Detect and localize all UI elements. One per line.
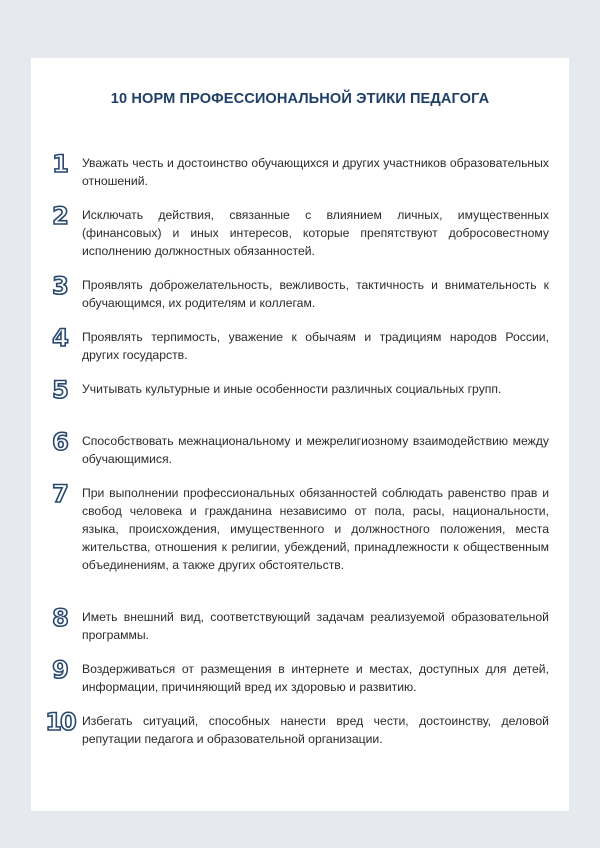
item-text: Иметь внешний вид, соответствующий задачам реализуемой образовательной программы.	[82, 610, 549, 642]
item-number: 4	[52, 324, 68, 352]
page-title: 10 НОРМ ПРОФЕССИОНАЛЬНОЙ ЭТИКИ ПЕДАГОГА	[110, 91, 490, 107]
item-number: 6	[52, 428, 68, 456]
item-number: 2	[52, 202, 68, 230]
item-number: 3	[52, 272, 68, 300]
item-number: 5	[52, 376, 68, 404]
item-text: Способствовать межнациональному и межрелигиозному взаимодействию между обучающимися.	[82, 434, 549, 466]
item-text: Уважать честь и достоинство обучающихся и других участников образовательных отношений.	[82, 156, 549, 188]
item-number: 8	[52, 604, 68, 632]
item-text: Исключать действия, связанные с влиянием личных, имущественных (финансовых) и иных интересов, которые препятствуют добросовестному исполнению должностных обязанностей.	[82, 208, 549, 258]
item-text: Избегать ситуаций, способных нанести вред чести, достоинству, деловой репутации педагога и образовательной организации.	[82, 714, 549, 746]
item-number: 10	[45, 708, 75, 736]
item-text: При выполнении профессиональных обязанностей соблюдать равенство прав и свобод человека и гражданина независимо от пола, расы, национальности, языка, происхождения, имущественного и должностного положения, места жительства, отношения к религии, убеждений, принадлежности к общественным объединениям, а также других обстоятельств.	[82, 486, 549, 572]
document-page	[31, 58, 569, 811]
item-text: Проявлять терпимость, уважение к обычаям и традициям народов России, других государств.	[82, 330, 549, 362]
item-number: 7	[52, 480, 68, 508]
item-text: Учитывать культурные и иные особенности различных социальных групп.	[82, 382, 502, 396]
item-text: Воздерживаться от размещения в интернете и местах, доступных для детей, информации, причиняющий вред их здоровью и развитию.	[82, 662, 549, 694]
item-text: Проявлять доброжелательность, вежливость, тактичность и внимательность к обучающимся, их родителям и коллегам.	[82, 278, 549, 310]
item-number: 1	[52, 150, 68, 178]
item-number: 9	[52, 656, 68, 684]
